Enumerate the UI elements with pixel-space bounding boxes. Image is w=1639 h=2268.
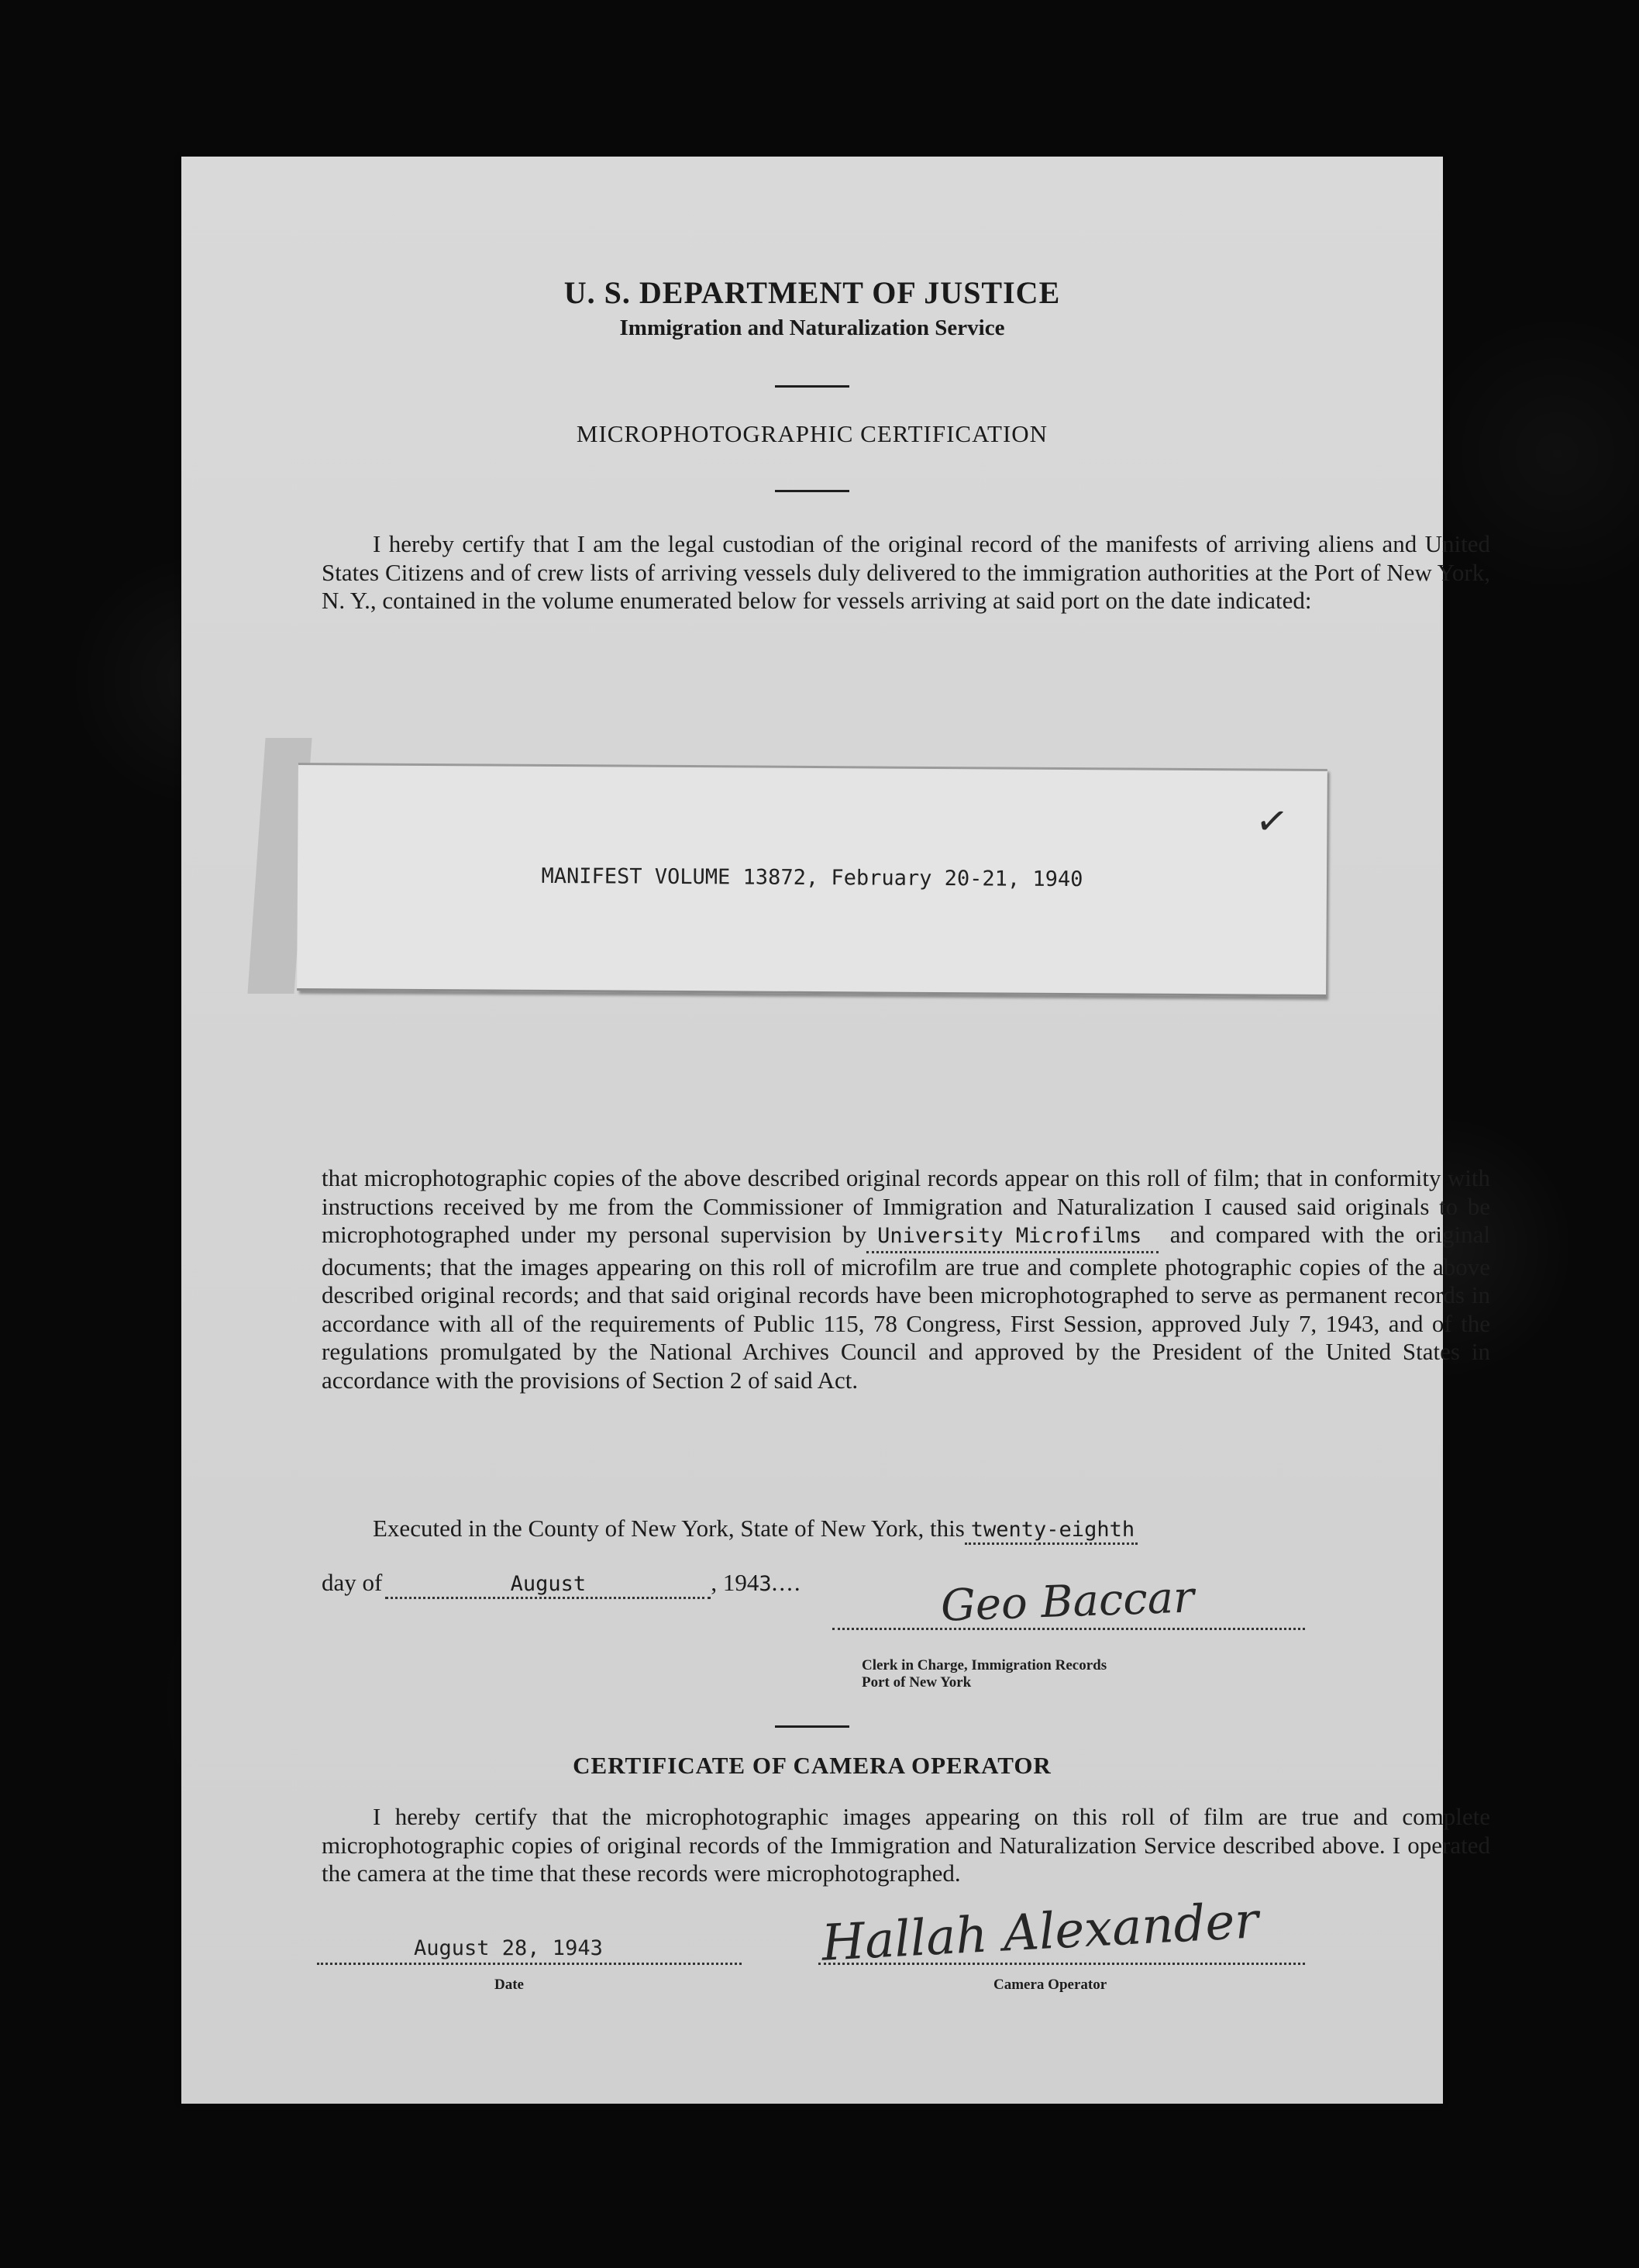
year-digit: 3 — [759, 1572, 772, 1596]
date-line: day of August , 1943.... — [322, 1569, 802, 1599]
execution-prefix: Executed in the County of New York, State of New York, this — [373, 1515, 965, 1542]
manifest-volume-label: MANIFEST VOLUME 13872, February 20-21, 1940 — [541, 863, 1083, 892]
date-signature-line — [317, 1963, 742, 1965]
divider — [775, 1725, 849, 1728]
execution-day: twenty-eighth — [970, 1518, 1135, 1542]
divider — [775, 385, 849, 388]
execution-month: August — [510, 1572, 587, 1596]
camera-operator-label: Camera Operator — [993, 1977, 1107, 1993]
certification-text-part2: and compared with the original documents; that the images appearing on this roll of microfilm are true and complete photographic copies of the above described original records; and that said original records have been microphotographed to serve as permanent records in accordance with all of the requirements of Public 115, 78 Congress, First Session, approved July 7, 1943, and of the regulations promulgated by the National Archives Council and approved by the President of the United States in accordance with the provisions of Section 2 of said Act. — [322, 1221, 1490, 1394]
camera-date-value: August 28, 1943 — [414, 1936, 603, 1960]
year-prefix: , 194 — [711, 1569, 759, 1596]
clerk-signature: Geo Baccar — [939, 1572, 1195, 1632]
clerk-title — [862, 1657, 1107, 1691]
clerk-title-line1: Clerk in Charge, Immigration Records — [862, 1657, 1107, 1673]
clerk-title-line2: Port of New York — [862, 1674, 972, 1691]
day-of-label: day of — [322, 1569, 383, 1596]
filmed-by-value: University Microfilms — [877, 1224, 1142, 1248]
certification-title: MICROPHOTOGRAPHIC CERTIFICATION — [576, 420, 1048, 447]
operator-signature-line — [818, 1963, 1305, 1965]
service-subheading: Immigration and Naturalization Service — [619, 315, 1005, 340]
certification-paragraph — [322, 1164, 1490, 1394]
clerk-signature-line — [832, 1628, 1305, 1630]
certificate-page — [181, 157, 1490, 2104]
camera-operator-signature: Hallah Alexander — [820, 1892, 1260, 1973]
date-label: Date — [494, 1977, 524, 1993]
intro-paragraph: I hereby certify that I am the legal custodian of the original record of the manifests of arriving aliens and United States Citizens and of crew lists of arriving vessels duly delivered to the immigration authorities at the Port of New York, N. Y., contained in the volume enumerated below for vessels arriving at said port on the date indicated: — [322, 530, 1490, 614]
certification-text-part1: that microphotographic copies of the above described original records appear on this roll of film; that in conformity with instructions received by me from the Commissioner of Immigration and Naturalization I caused said originals to be microphotographed under my personal supervision by — [322, 1164, 1490, 1248]
department-heading: U. S. DEPARTMENT OF JUSTICE — [563, 275, 1061, 310]
execution-line — [373, 1515, 1490, 1545]
camera-certificate-paragraph: I hereby certify that the microphotographic images appearing on this roll of film are true and complete microphotographic copies of original records of the Immigration and Naturalization Service described above. I operated the camera at the time that these records were microphotographed. — [322, 1803, 1490, 1887]
camera-certificate-title: CERTIFICATE OF CAMERA OPERATOR — [573, 1752, 1052, 1779]
divider — [775, 490, 849, 492]
manifest-volume-strip — [297, 763, 1327, 997]
check-mark-icon: ✓ — [1252, 796, 1292, 846]
